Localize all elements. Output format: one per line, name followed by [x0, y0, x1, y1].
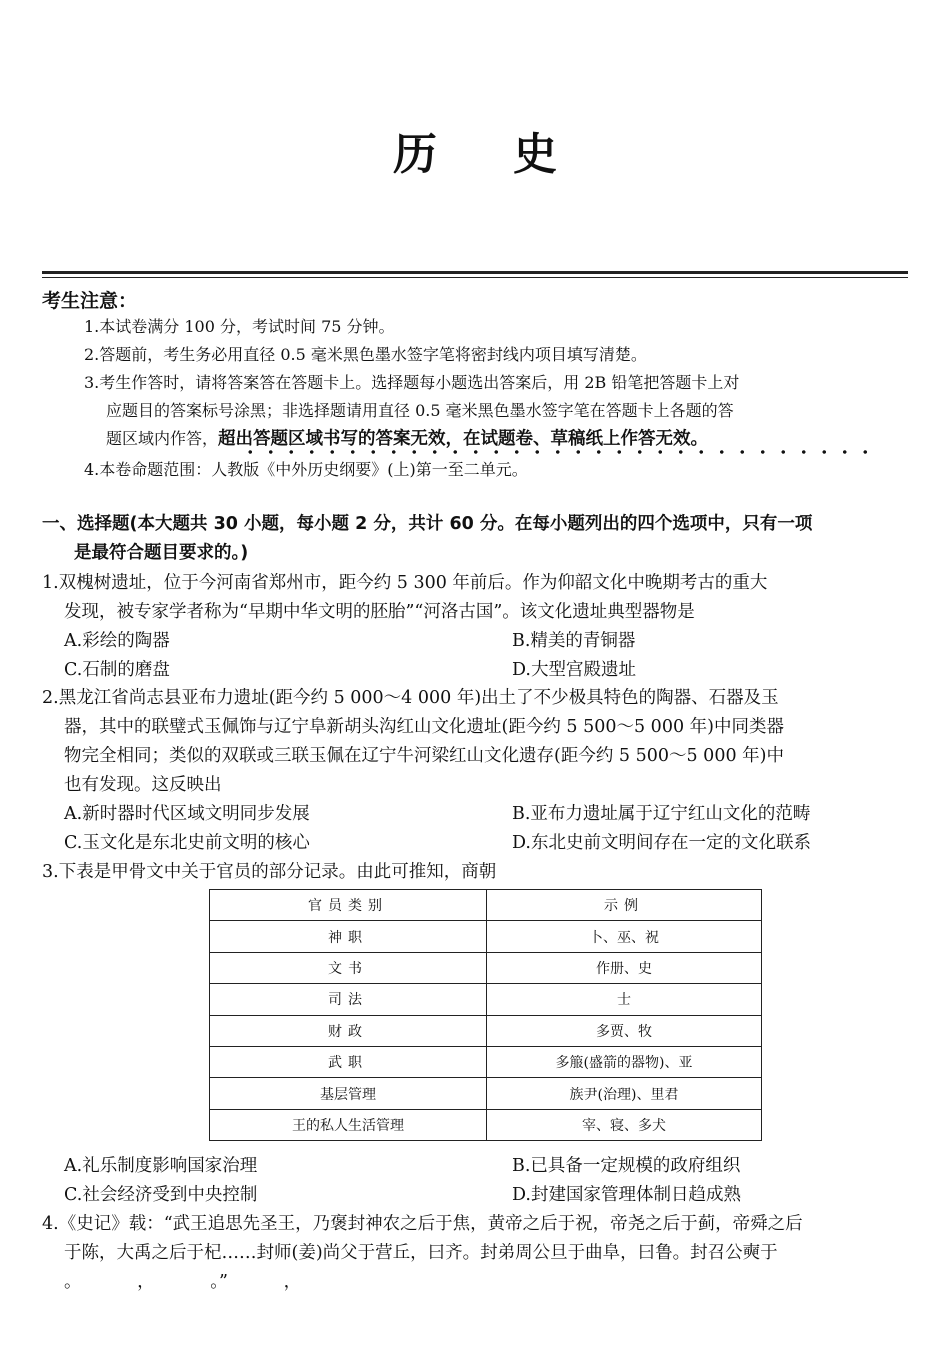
- question-3-option-d: D.封建国家管理体制日趋成熟: [512, 1185, 741, 1205]
- table-row: [210, 984, 762, 1015]
- question-2-stem: [42, 684, 912, 800]
- table-cell: 卜、巫、祝: [487, 921, 762, 952]
- question-3-option-c: C.社会经济受到中央控制: [64, 1185, 258, 1205]
- table-cell: 多箙(盛箭的器物)、亚: [487, 1046, 762, 1077]
- section-heading-line-1: 一、选择题(本大题共 30 小题，每小题 2 分，共计 60 分。在每小题列出的四个选项中，只有一项: [42, 514, 813, 534]
- section-heading-line-2: 是最符合题目要求的。): [74, 543, 249, 563]
- table-cell: 王的私人生活管理: [210, 1109, 487, 1140]
- table-row: [210, 952, 762, 983]
- question-4-line-3: 。 ， 。” ，: [64, 1272, 302, 1292]
- section-heading: [42, 510, 912, 568]
- question-3-stem: 3.下表是甲骨文中关于官员的部分记录。由此可推知，商朝: [42, 862, 497, 882]
- question-2-line-3: 物完全相同；类似的双联或三联玉佩在辽宁牛河梁红山文化遗存(距今约 5 500～5 000 年)中: [64, 746, 784, 766]
- title-char-2: 史: [513, 129, 557, 180]
- question-1-option-c: C.石制的磨盘: [64, 660, 170, 680]
- notice-item-3-line-1: 3.考生作答时，请将答案答在答题卡上。选择题每小题选出答案后，用 2B 铅笔把答题卡上对: [84, 373, 740, 392]
- question-4-line-2: 于陈，大禹之后于杞……封师(姜)尚父于营丘，曰齐。封弟周公旦于曲阜，曰鲁。封召公奭于: [64, 1243, 778, 1263]
- notice-item-2: 2.答题前，考生务必用直径 0.5 毫米黑色墨水签字笔将密封线内项目填写清楚。: [84, 345, 647, 364]
- header-divider-thick: [42, 271, 908, 274]
- notice-item-3-line-3-text: 题区域内作答，: [106, 429, 219, 448]
- question-4-stem: [42, 1210, 912, 1297]
- notice-item-4: 4.本卷命题范围：人教版《中外历史纲要》(上)第一至二单元。: [84, 460, 528, 479]
- table-cell: 神职: [210, 921, 487, 952]
- question-2-option-b: B.亚布力遗址属于辽宁红山文化的范畴: [512, 804, 811, 824]
- table-row: [210, 1078, 762, 1109]
- emphasis-dots: [240, 449, 880, 455]
- table-cell: 财政: [210, 1015, 487, 1046]
- table-cell: 族尹(治理)、里君: [487, 1078, 762, 1109]
- table-cell: 多贾、牧: [487, 1015, 762, 1046]
- question-3-option-a: A.礼乐制度影响国家治理: [64, 1156, 258, 1176]
- question-2-line-4: 也有发现。这反映出: [64, 775, 222, 795]
- table-cell: 士: [487, 984, 762, 1015]
- question-1-option-b: B.精美的青铜器: [512, 631, 636, 651]
- question-1-stem: [42, 569, 912, 627]
- table-cell: 作册、史: [487, 952, 762, 983]
- table-cell: 文书: [210, 952, 487, 983]
- table-row: [210, 1046, 762, 1077]
- table-header-cell: 示例: [487, 890, 762, 921]
- notice-heading: 考生注意：: [42, 290, 138, 312]
- table-cell: 基层管理: [210, 1078, 487, 1109]
- table-row: [210, 1015, 762, 1046]
- question-2-option-d: D.东北史前文明间存在一定的文化联系: [512, 833, 811, 853]
- question-1-option-a: A.彩绘的陶器: [64, 631, 170, 651]
- question-1-line-1: 1.双槐树遗址，位于今河南省郑州市，距今约 5 300 年前后。作为仰韶文化中晚期考古的重大: [42, 573, 768, 593]
- question-2-line-1: 2.黑龙江省尚志县亚布力遗址(距今约 5 000～4 000 年)出土了不少极具特色的陶器、石器及玉: [42, 688, 779, 708]
- question-2-option-c: C.玉文化是东北史前文明的核心: [64, 833, 310, 853]
- question-2-option-a: A.新时器时代区域文明同步发展: [64, 804, 310, 824]
- notice-item-3-line-2: 应题目的答案标号涂黑；非选择题请用直径 0.5 毫米黑色墨水签字笔在答题卡上各题的答: [106, 401, 734, 420]
- title-char-1: 历: [393, 129, 437, 180]
- table-header-row: [210, 890, 762, 921]
- table-row: [210, 921, 762, 952]
- notice-item-1: 1.本试卷满分 100 分，考试时间 75 分钟。: [84, 317, 395, 336]
- table-header-cell: 官员类别: [210, 890, 487, 921]
- question-3-option-b: B.已具备一定规模的政府组织: [512, 1156, 741, 1176]
- question-4-line-1: 4.《史记》载：“武王追思先圣王，乃褒封神农之后于焦，黄帝之后于祝，帝尧之后于蓟，帝舜之后: [42, 1214, 803, 1234]
- notice-item-3: [84, 369, 910, 453]
- header-divider-thin: [42, 277, 908, 278]
- question-2-line-2: 器，其中的联璧式玉佩饰与辽宁阜新胡头沟红山文化遗址(距今约 5 500～5 000 年)中同类器: [64, 717, 784, 737]
- notice-emphasis: 超出答题区域书写的答案无效，在试题卷、草稿纸上作答无效。: [218, 429, 709, 449]
- page-title: [0, 118, 950, 182]
- question-1-line-2: 发现，被专家学者称为“早期中华文明的胚胎”“河洛古国”。该文化遗址典型器物是: [64, 602, 695, 622]
- table-cell: 司法: [210, 984, 487, 1015]
- question-1-option-d: D.大型宫殿遗址: [512, 660, 636, 680]
- table-cell: 宰、寝、多犬: [487, 1109, 762, 1140]
- table-cell: 武职: [210, 1046, 487, 1077]
- table-row: [210, 1109, 762, 1140]
- officials-table: [209, 889, 762, 1141]
